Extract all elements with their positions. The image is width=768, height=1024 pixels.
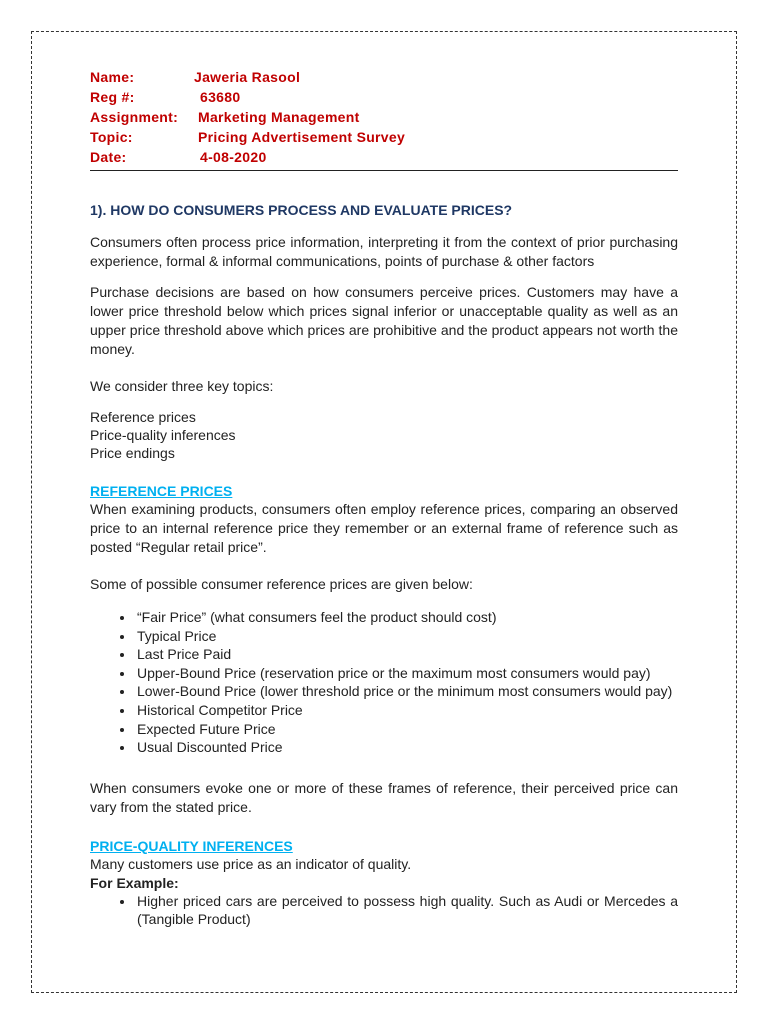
topic-value: Pricing Advertisement Survey <box>198 129 406 145</box>
reference-prices-list <box>90 608 678 757</box>
header-row-reg <box>90 87 405 107</box>
list-item: • Typical Price <box>135 627 678 646</box>
assignment-value: Marketing Management <box>198 109 360 125</box>
reg-label: Reg #: <box>90 89 135 105</box>
for-example-label: For Example: <box>90 874 179 891</box>
list-item: • Usual Discounted Price <box>135 738 678 757</box>
name-label: Name: <box>90 69 135 85</box>
question-title: 1). HOW DO CONSUMERS PROCESS AND EVALUATE PRICES? <box>90 202 513 218</box>
header-row-date <box>90 147 405 167</box>
intro-paragraph: Consumers often process price information, interpreting it from the context of prior purchasing experience, formal & informal communications, points of purchase & other factors <box>90 234 678 269</box>
reference-prices-list-intro: Some of possible consumer reference prices are given below: <box>90 576 473 592</box>
list-item: • Last Price Paid <box>135 645 678 664</box>
list-item: • “Fair Price” (what consumers feel the product should cost) <box>135 608 678 627</box>
perception-paragraph: Purchase decisions are based on how consumers perceive prices. Customers may have a lower price threshold below which prices signal inferior or unacceptable quality as well as an upper price threshold above which prices are prohibitive and the product appears not worth the money. <box>90 284 678 357</box>
header-row-topic <box>90 127 405 147</box>
price-quality-examples <box>90 892 678 928</box>
price-quality-heading: PRICE-QUALITY INFERENCES <box>90 837 293 854</box>
header-info <box>90 67 405 167</box>
list-item: • Upper-Bound Price (reservation price or the maximum most consumers would pay) <box>135 664 678 683</box>
document-body <box>90 67 678 928</box>
list-item: • Expected Future Price <box>135 720 678 739</box>
reference-prices-heading: REFERENCE PRICES <box>90 483 233 499</box>
date-label: Date: <box>90 149 127 165</box>
header-row-assignment <box>90 107 405 127</box>
assignment-label: Assignment: <box>90 109 179 125</box>
list-item: Price endings <box>90 445 175 461</box>
key-topics-intro: We consider three key topics: <box>90 378 274 394</box>
list-item: • Higher priced cars are perceived to possess high quality. Such as Audi or Mercedes a (Tangible Product) <box>135 892 678 928</box>
list-item: Price-quality inferences <box>90 427 236 443</box>
header-divider <box>90 170 678 171</box>
list-item: • Lower-Bound Price (lower threshold price or the minimum most consumers would pay) <box>135 682 678 701</box>
topic-label: Topic: <box>90 129 133 145</box>
reference-prices-paragraph: When examining products, consumers often employ reference prices, comparing an observed price to an internal reference price they remember or an external frame of reference such as posted “Regular retail price”. <box>90 501 678 555</box>
list-item: Reference prices <box>90 409 196 425</box>
date-value: 4-08-2020 <box>200 149 267 165</box>
name-value: Jaweria Rasool <box>194 69 301 85</box>
key-topics-list <box>90 408 678 462</box>
list-item: • Historical Competitor Price <box>135 701 678 720</box>
frames-of-reference-paragraph: When consumers evoke one or more of these frames of reference, their perceived price can vary from the stated price. <box>90 779 678 815</box>
price-quality-paragraph: Many customers use price as an indicator of quality. <box>90 855 412 872</box>
reg-value: 63680 <box>200 89 241 105</box>
header-row-name <box>90 67 405 87</box>
